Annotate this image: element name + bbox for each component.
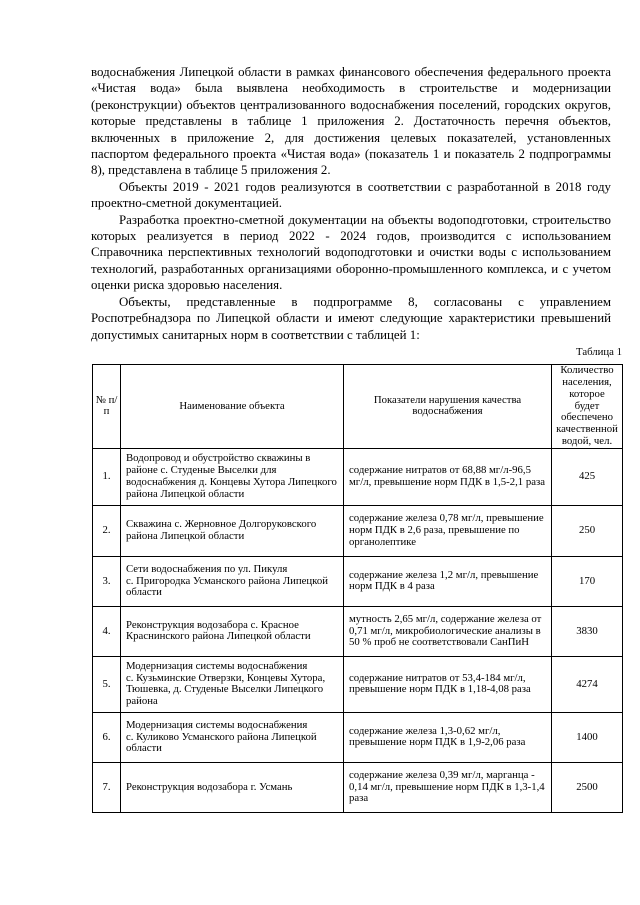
cell-number: 1.: [93, 448, 121, 505]
cell-number: 7.: [93, 762, 121, 812]
cell-object-name: Модернизация системы водоснабжения с. Кузьминские Отверзки, Концевы Хутора, Тюшевка, д. Студеные Выселки Липецкого района: [121, 656, 344, 712]
cell-violations: содержание железа 0,78 мг/л, превышение норм ПДК в 2,6 раза, превышение по органолептике: [344, 505, 552, 556]
objects-table: [92, 364, 623, 813]
cell-object-name: Сети водоснабжения по ул. Пикуля с. Пригородка Усманского района Липецкой области: [121, 556, 344, 606]
cell-population: 4274: [552, 656, 623, 712]
table-body: [93, 448, 623, 812]
cell-number: 6.: [93, 712, 121, 762]
cell-violations: содержание нитратов от 53,4-184 мг/л, превышение норм ПДК в 1,18-4,08 раза: [344, 656, 552, 712]
cell-object-name: Реконструкция водозабора с. Красное Краснинского района Липецкой области: [121, 606, 344, 656]
table-row: [93, 762, 623, 812]
body-paragraph: Объекты 2019 - 2021 годов реализуются в соответствии с разработанной в 2018 году проектно-сметной документацией.: [91, 179, 611, 211]
body-paragraph: Объекты, представленные в подпрограмме 8, согласованы с управлением Роспотребнадзора по Липецкой области и имеют следующие характеристики превышений допустимых санитарных норм в соответствии с таблицей 1:: [91, 294, 611, 342]
body-paragraph: Разработка проектно-сметной документации на объекты водоподготовки, строительство которых реализуется в период 2022 - 2024 годов, производится с использованием Справочника перспективных технологий водоподготовки и очистки воды с использованием технологий, разработанных организациями оборонно-промышленного комплекса, и с учетом оценки риска здоровью населения.: [91, 212, 611, 293]
table-header: [93, 364, 623, 448]
cell-number: 2.: [93, 505, 121, 556]
cell-population: 250: [552, 505, 623, 556]
table-row: [93, 656, 623, 712]
table-row: [93, 448, 623, 505]
document-body: [91, 64, 623, 813]
cell-object-name: Скважина с. Жерновное Долгоруковского района Липецкой области: [121, 505, 344, 556]
table-header-row: [93, 364, 623, 448]
cell-violations: содержание железа 1,2 мг/л, превышение норм ПДК в 4 раза: [344, 556, 552, 606]
cell-violations: содержание железа 1,3-0,62 мг/л, превышение норм ПДК в 1,9-2,06 раза: [344, 712, 552, 762]
cell-object-name: Модернизация системы водоснабжения с. Куликово Усманского района Липецкой области: [121, 712, 344, 762]
column-header-number: № п/п: [93, 364, 121, 448]
cell-violations: содержание железа 0,39 мг/л, марганца - 0,14 мг/л, превышение норм ПДК в 1,3-1,4 раза: [344, 762, 552, 812]
cell-number: 5.: [93, 656, 121, 712]
table-row: [93, 556, 623, 606]
column-header-violations: Показатели нарушения качества водоснабжения: [344, 364, 552, 448]
cell-violations: мутность 2,65 мг/л, содержание железа от 0,71 мг/л, микробиологические анализы в 50 % проб не соответствовали СанПиН: [344, 606, 552, 656]
cell-population: 170: [552, 556, 623, 606]
column-header-population: Количество населения, которое будет обеспечено качественной водой, чел.: [552, 364, 623, 448]
cell-number: 4.: [93, 606, 121, 656]
cell-population: 3830: [552, 606, 623, 656]
table-row: [93, 712, 623, 762]
cell-violations: содержание нитратов от 68,88 мг/л-96,5 мг/л, превышение норм ПДК в 1,5-2,1 раза: [344, 448, 552, 505]
table-caption: Таблица 1: [576, 345, 622, 358]
body-paragraph-continuation: водоснабжения Липецкой области в рамках финансового обеспечения федерального проекта «Чистая вода» была выявлена необходимость в строительстве и модернизации (реконструкции) объектов централизованного водоснабжения поселений, городских округов, которые представлены в таблице 1 приложения 2. Достаточность перечня объектов, включенных в приложение 2, для достижения целевых показателей, установленных паспортом федерального проекта «Чистая вода» (показатель 1 и показатель 2 подпрограммы 8), представлена в таблице 5 приложения 2.: [91, 65, 611, 178]
cell-number: 3.: [93, 556, 121, 606]
cell-population: 2500: [552, 762, 623, 812]
cell-population: 1400: [552, 712, 623, 762]
table-row: [93, 606, 623, 656]
cell-object-name: Водопровод и обустройство скважины в районе с. Студеные Выселки для водоснабжения д. Концевы Хутора Липецкого района Липецкой области: [121, 448, 344, 505]
table-row: [93, 505, 623, 556]
column-header-object-name: Наименование объекта: [121, 364, 344, 448]
cell-object-name: Реконструкция водозабора г. Усмань: [121, 762, 344, 812]
cell-population: 425: [552, 448, 623, 505]
